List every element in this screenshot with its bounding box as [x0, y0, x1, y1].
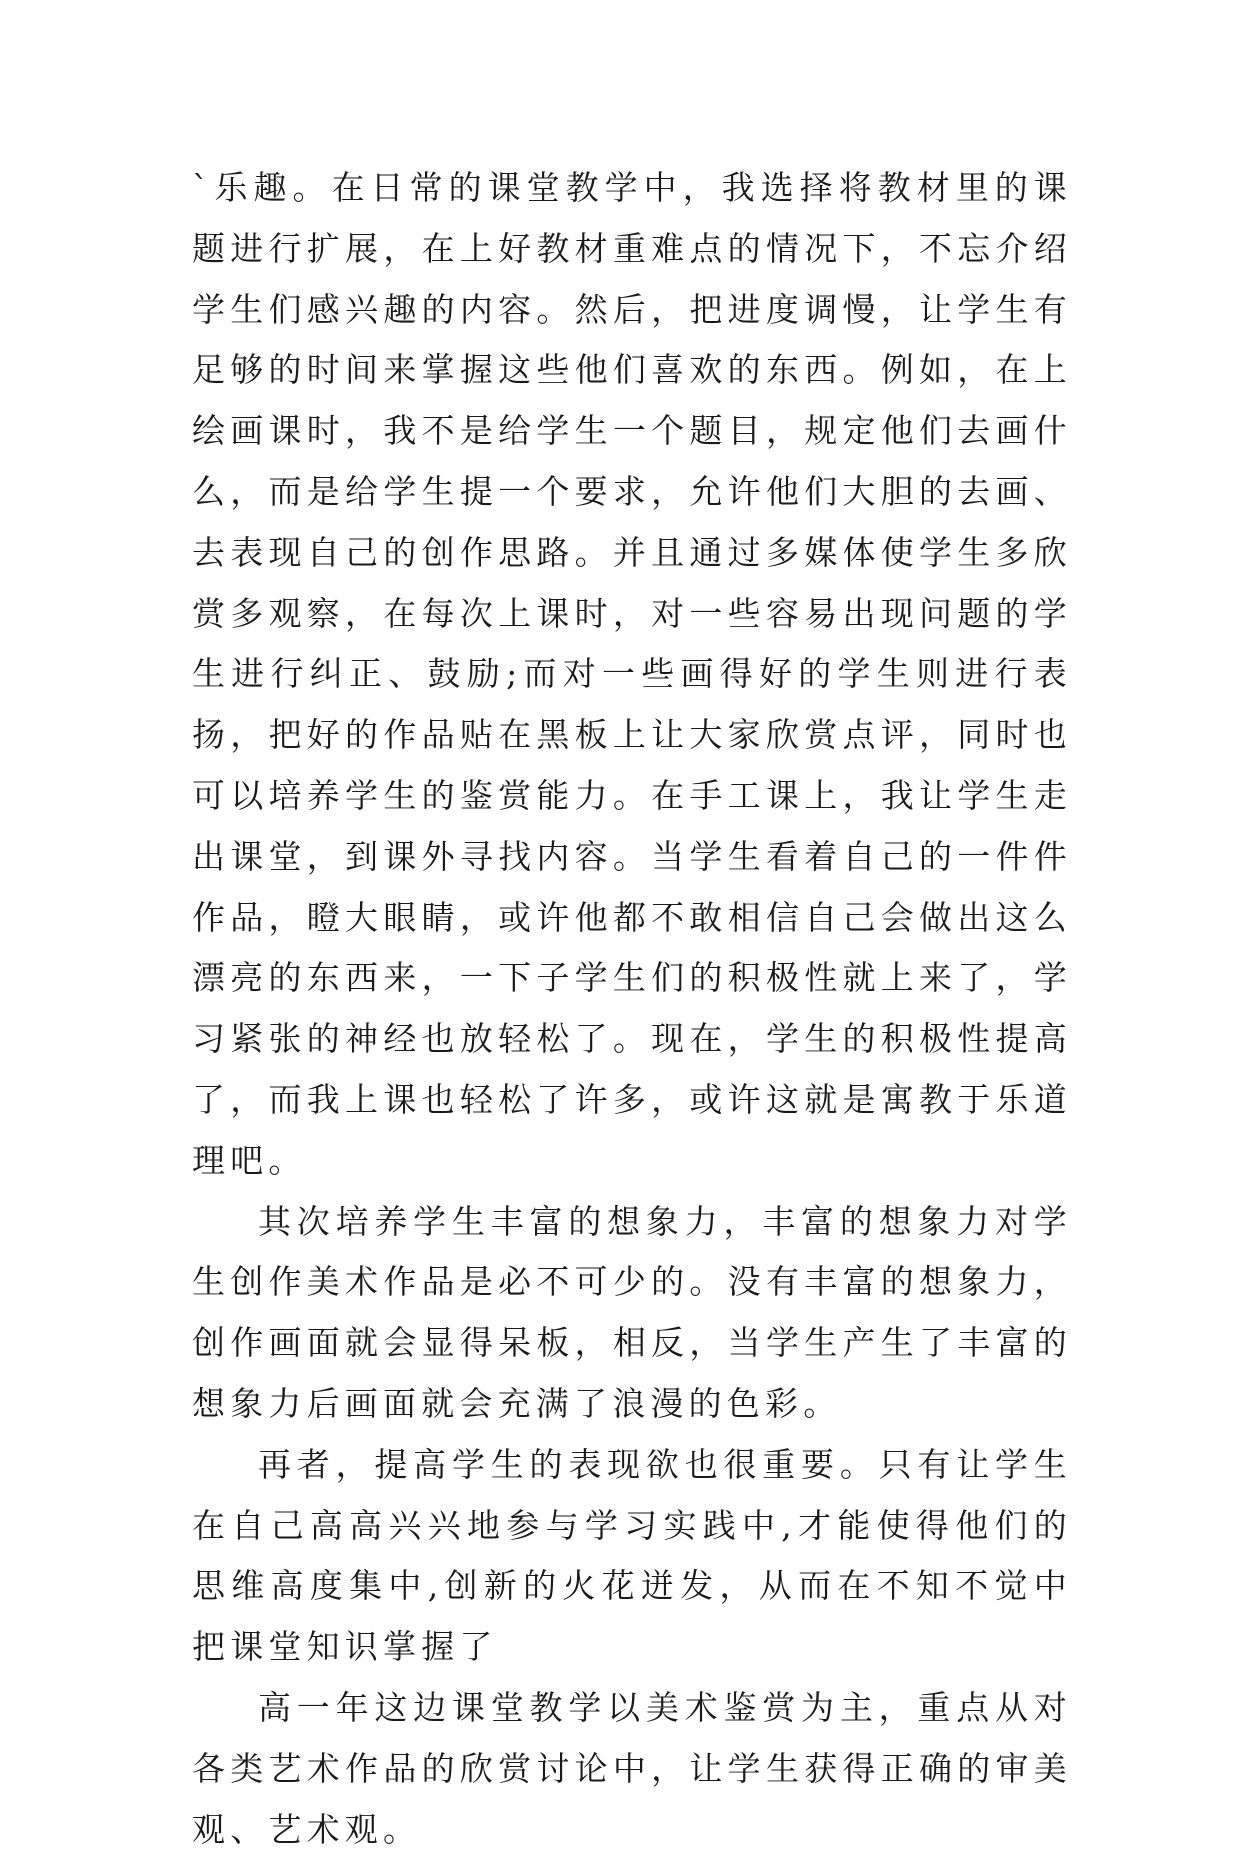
paragraph-1: `乐趣。在日常的课堂教学中，我选择将教材里的课题进行扩展，在上好教材重难点的情况下，不忘介绍学生们感兴趣的内容。然后，把进度调慢，让学生有足够的时间来掌握这些他们喜欢的东西。例如，在上绘画课时，我不是给学生一个题目，规定他们去画什么，而是给学生提一个要求，允许他们大胆的去画、去表现自己的创作思路。并且通过多媒体使学生多欣赏多观察，在每次上课时，对一些容易出现问题的学生进行纠正、鼓励;而对一些画得好的学生则进行表扬，把好的作品贴在黑板上让大家欣赏点评，同时也可以培养学生的鉴赏能力。在手工课上，我让学生走出课堂，到课外寻找内容。当学生看着自己的一件件作品，瞪大眼睛，或许他都不敢相信自己会做出这么漂亮的东西来，一下子学生们的积极性就上来了，学习紧张的神经也放轻松了。现在，学生的积极性提高了，而我上课也轻松了许多，或许这就是寓教于乐道理吧。: [192, 168, 1072, 1180]
paragraph-2: 其次培养学生丰富的想象力，丰富的想象力对学生创作美术作品是必不可少的。没有丰富的想象力，创作画面就会显得呆板，相反，当学生产生了丰富的想象力后画面就会充满了浪漫的色彩。: [192, 1201, 1072, 1423]
body-text: [192, 158, 1072, 1860]
paragraph-4: 高一年这边课堂教学以美术鉴赏为主，重点从对各类艺术作品的欣赏讨论中，让学生获得正确的审美观、艺术观。: [192, 1687, 1072, 1849]
paragraph-3: 再者，提高学生的表现欲也很重要。只有让学生在自己高高兴兴地参与学习实践中,才能使得他们的思维高度集中,创新的火花迸发，从而在不知不觉中把课堂知识掌握了: [192, 1444, 1072, 1667]
